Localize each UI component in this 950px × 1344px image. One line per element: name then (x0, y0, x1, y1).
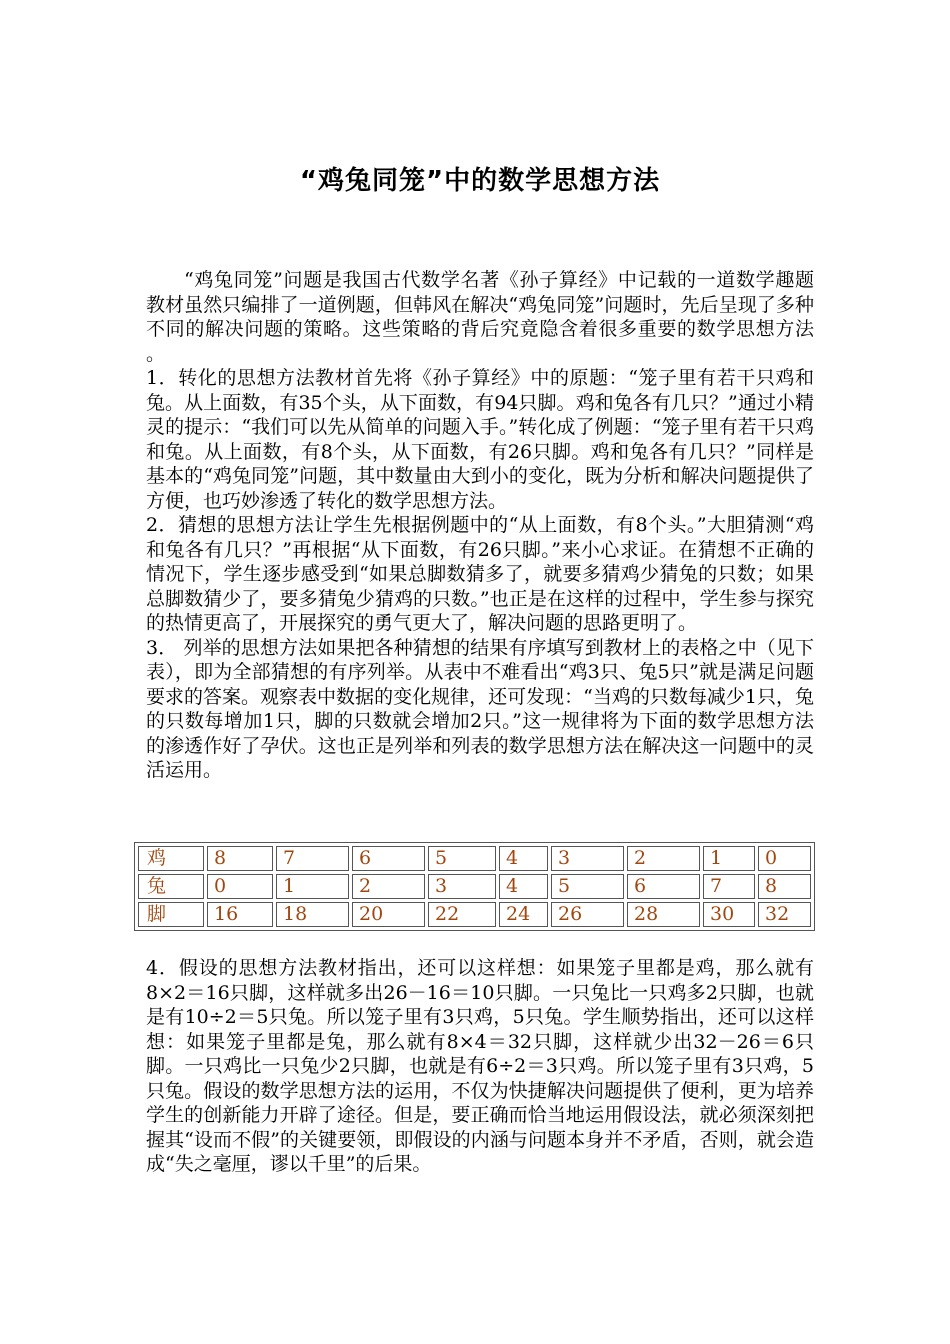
table-row-rabbit (138, 874, 811, 899)
section-2-paragraph: 2．猜想的思想方法让学生先根据例题中的“从上面数，有8个头。”大胆猜测“鸡和兔各有几只？”再根据“从下面数，有26只脚。”来小心求证。在猜想不正确的情况下，学生逐步感受到“如果总脚数猜多了，就要多猜鸡少猜兔的只数；如果总脚数猜少了，要多猜兔少猜鸡的只数。”也正是在这样的过程中，学生参与探究的热情更高了，开展探究的勇气更大了，解决问题的思路更明了。 (146, 514, 814, 634)
body-text-top (146, 268, 814, 783)
table-cell: 30 (703, 902, 755, 927)
table-cell: 8 (207, 846, 273, 871)
table-cell: 1 (703, 846, 755, 871)
table-cell: 8 (758, 874, 811, 899)
table-cell: 26 (551, 902, 624, 927)
table-cell: 28 (627, 902, 700, 927)
table-cell: 4 (499, 846, 548, 871)
table-cell: 0 (758, 846, 811, 871)
table-cell: 2 (352, 874, 425, 899)
table-cell: 20 (352, 902, 425, 927)
table-cell: 0 (207, 874, 273, 899)
table-cell: 6 (627, 874, 700, 899)
table-cell: 16 (207, 902, 273, 927)
table-cell: 22 (428, 902, 496, 927)
table-cell: 24 (499, 902, 548, 927)
table-cell: 7 (703, 874, 755, 899)
section-4-paragraph: 4．假设的思想方法教材指出，还可以这样想：如果笼子里都是鸡，那么就有8×2＝16只脚，这样就多出26－16＝10只脚。一只兔比一只鸡多2只脚，也就是有10÷2＝5只兔。所以笼子里有3只鸡，5只兔。学生顺势指出，还可以这样想：如果笼子里都是兔，那么就有8×4＝32只脚，这样就少出32－26＝6只脚。一只鸡比一只兔少2只脚，也就是有6÷2＝3只鸡。所以笼子里有3只鸡，5只兔。假设的数学思想方法的运用，不仅为快捷解决问题提供了便利，更为培养学生的创新能力开辟了途径。但是，要正确而恰当地运用假设法，就必须深刻把握其“设而不假”的关键要领，即假设的内涵与问题本身并不矛盾，否则，就会造成“失之毫厘，谬以千里”的后果。 (146, 957, 814, 1175)
table-cell: 32 (758, 902, 811, 927)
table-cell: 18 (276, 902, 349, 927)
table-cell: 3 (428, 874, 496, 899)
table-cell: 4 (499, 874, 548, 899)
intro-paragraph: “鸡兔同笼”问题是我国古代数学名著《孙子算经》中记载的一道数学趣题 教材虽然只编排了一道例题，但韩风在解决“鸡兔同笼”问题时，先后呈现了多种不同的解决问题的策略。这些策略的背后究竟隐含着很多重要的数学思想方法 。 (146, 269, 814, 365)
row-label-rabbit: 兔 (138, 874, 204, 899)
table-cell: 3 (551, 846, 624, 871)
body-text-bottom (146, 956, 814, 1177)
section-1-paragraph: 1．转化的思想方法教材首先将《孙子算经》中的原题：“笼子里有若干只鸡和兔。从上面数，有35个头，从下面数，有94只脚。鸡和兔各有几只？”通过小精灵的提示：“我们可以先从简单的问题入手。”转化成了例题：“笼子里有若干只鸡和兔。从上面数，有8个头，从下面数，有26只脚。鸡和兔各有几只？”同样是基本的“鸡兔同笼”问题，其中数量由大到小的变化，既为分析和解决问题提供了方便，也巧妙渗透了转化的数学思想方法。 (146, 367, 814, 512)
table-row-feet (138, 902, 811, 927)
table-row-chicken (138, 846, 811, 871)
table-cell: 2 (627, 846, 700, 871)
section-3-paragraph: 3． 列举的思想方法如果把各种猜想的结果有序填写到教材上的表格之中（见下表），即为全部猜想的有序列举。从表中不难看出“鸡3只、兔5只”就是满足问题要求的答案。观察表中数据的变化规律，还可发现：“当鸡的只数每减少1只，兔的只数每增加1只，脚的只数就会增加2只。”这一规律将为下面的数学思想方法的渗透作好了孕伏。这也正是列举和列表的数学思想方法在解决这一问题中的灵活运用。 (146, 636, 814, 781)
table-cell: 1 (276, 874, 349, 899)
table-cell: 5 (551, 874, 624, 899)
page-title: “鸡兔同笼”中的数学思想方法 (299, 166, 661, 196)
table-cell: 5 (428, 846, 496, 871)
enumeration-table (134, 842, 815, 931)
row-label-feet: 脚 (138, 902, 204, 927)
table-cell: 7 (276, 846, 349, 871)
row-label-chicken: 鸡 (138, 846, 204, 871)
table-cell: 6 (352, 846, 425, 871)
